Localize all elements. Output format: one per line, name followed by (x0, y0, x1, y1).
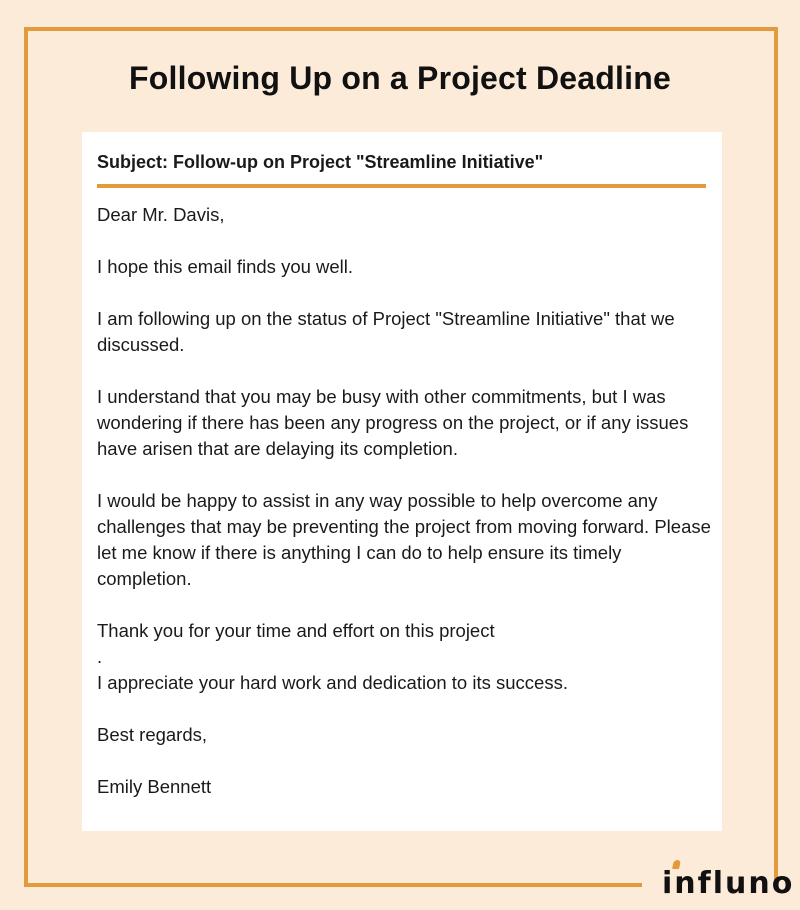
email-paragraph: I would be happy to assist in any way possible to help overcome any challenges that may be preventing the project from moving forward. Please let me know if there is anything I can do to help ensure its timely completion. (97, 490, 711, 589)
email-paragraph: Thank you for your time and effort on this project . I appreciate your hard work and dedication to its success. (97, 620, 568, 693)
email-greeting: Dear Mr. Davis, (97, 204, 225, 225)
email-subject: Subject: Follow-up on Project "Streamline Initiative" (97, 152, 544, 172)
subject-divider (97, 184, 706, 188)
page-title: Following Up on a Project Deadline (129, 60, 671, 96)
influno-logo: influno (662, 866, 795, 901)
email-card (82, 132, 722, 831)
email-paragraph: I am following up on the status of Project "Streamline Initiative" that we discussed. (97, 308, 675, 355)
email-paragraph: I understand that you may be busy with other commitments, but I was wondering if there has been any progress on the project, or if any issues have arisen that are delaying its completion. (97, 386, 689, 459)
email-paragraph: I hope this email finds you well. (97, 256, 354, 277)
email-signature: Emily Bennett (97, 776, 212, 797)
email-body (97, 202, 712, 800)
email-signoff: Best regards, (97, 724, 208, 745)
